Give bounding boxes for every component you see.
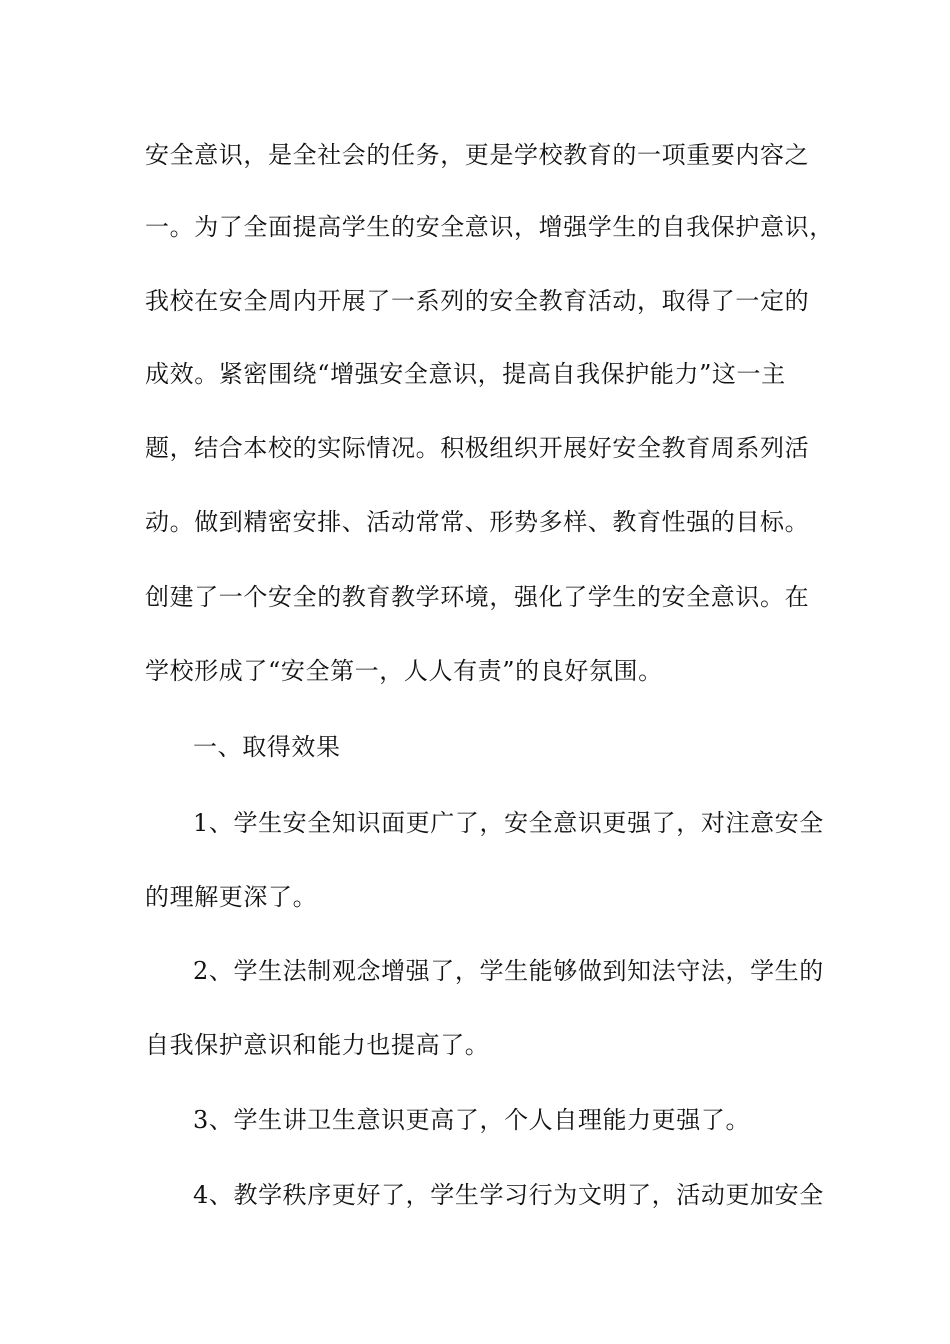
- list-item: 1、学生安全知识面更广了，安全意识更强了，对注意安全: [193, 809, 824, 837]
- paragraph-line: 创建了一个安全的教育教学环境，强化了学生的安全意识。在: [145, 583, 810, 611]
- paragraph-line: 学校形成了“安全第一，人人有责”的良好氛围。: [145, 657, 663, 685]
- section-heading: 一、取得效果: [193, 733, 341, 761]
- paragraph-line: 安全意识，是全社会的任务，更是学校教育的一项重要内容之: [145, 141, 810, 169]
- paragraph-line: 我校在安全周内开展了一系列的安全教育活动，取得了一定的: [145, 287, 810, 315]
- list-item-continuation: 自我保护意识和能力也提高了。: [145, 1031, 490, 1059]
- paragraph-line: 动。做到精密安排、活动常常、形势多样、教育性强的目标。: [145, 508, 810, 536]
- list-item: 3、学生讲卫生意识更高了，个人自理能力更强了。: [193, 1106, 751, 1134]
- list-item-continuation: 的理解更深了。: [145, 883, 318, 911]
- paragraph-line: 一。为了全面提高学生的安全意识，增强学生的自我保护意识，: [145, 213, 834, 241]
- paragraph-line: 成效。紧密围绕“增强安全意识，提高自我保护能力”这一主: [145, 360, 786, 388]
- paragraph-line: 题，结合本校的实际情况。积极组织开展好安全教育周系列活: [145, 434, 810, 462]
- list-item: 4、教学秩序更好了，学生学习行为文明了，活动更加安全: [193, 1181, 824, 1209]
- list-item: 2、学生法制观念增强了，学生能够做到知法守法，学生的: [193, 957, 824, 985]
